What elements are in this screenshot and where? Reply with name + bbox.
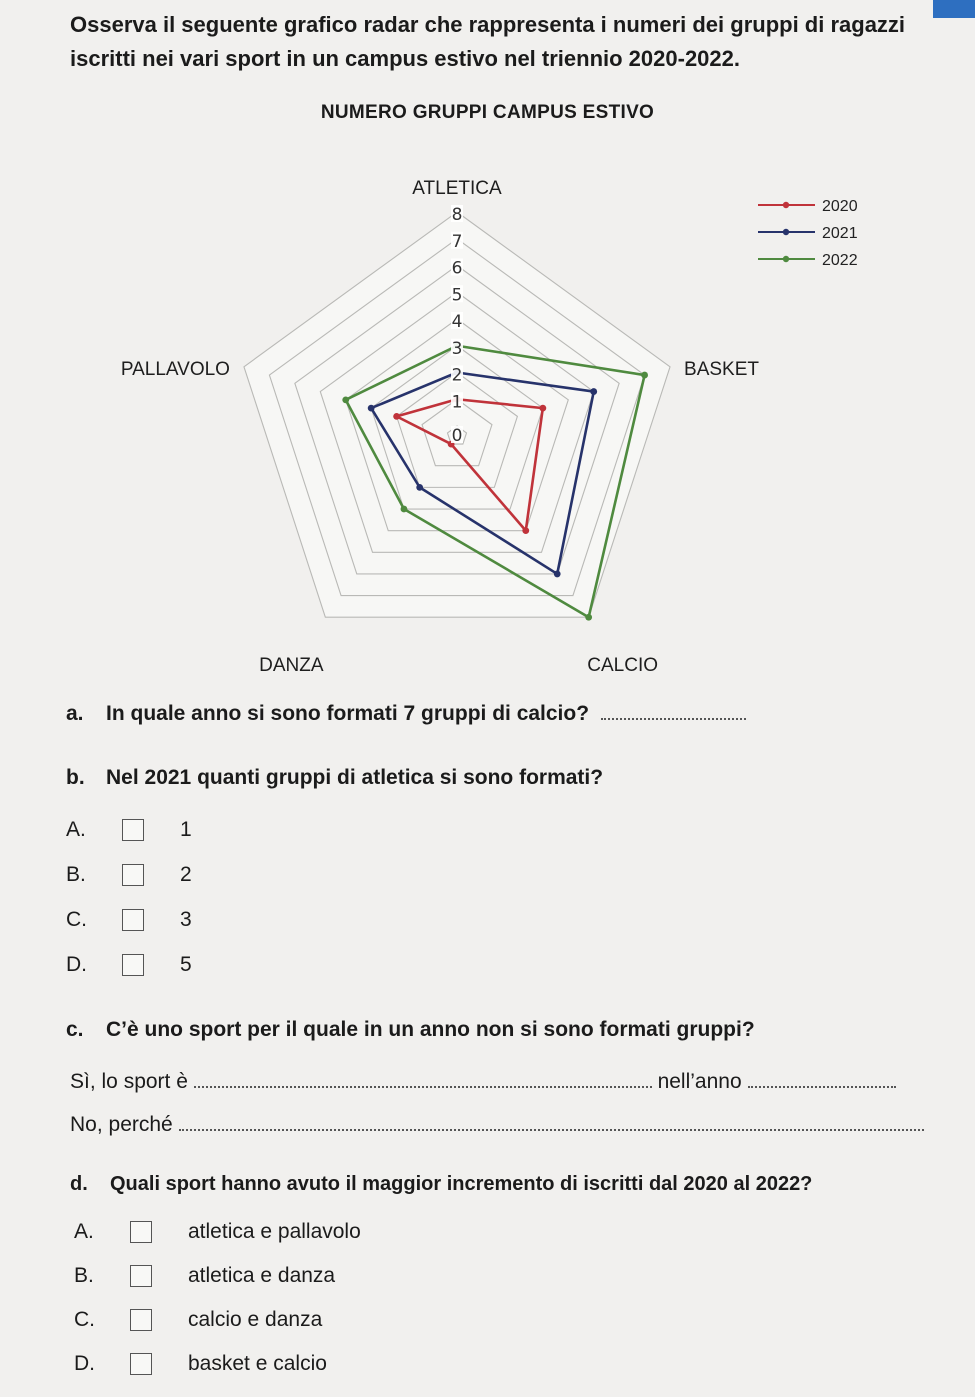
tick-label-1: 1	[451, 392, 463, 413]
question-b	[66, 766, 926, 790]
tick-label-6: 6	[451, 258, 463, 279]
option-d-c[interactable]	[74, 1308, 322, 1332]
option-d-d[interactable]	[74, 1352, 327, 1376]
checkbox[interactable]	[130, 1265, 152, 1287]
question-b-text: Nel 2021 quanti gruppi di atletica si sono formati?	[106, 766, 604, 789]
tick-label-8: 8	[451, 205, 463, 225]
option-d-a[interactable]	[74, 1220, 361, 1244]
series-2021-point-basket	[590, 388, 597, 395]
series-2020-point-calcio	[522, 527, 529, 534]
answer-a-blank[interactable]	[601, 700, 746, 720]
option-b-c[interactable]	[66, 908, 192, 932]
option-b-b[interactable]	[66, 863, 192, 887]
question-c	[66, 1018, 946, 1042]
category-label-atletica: ATLETICA	[412, 178, 502, 199]
checkbox[interactable]	[122, 864, 144, 886]
legend-marker-2021	[783, 229, 789, 235]
series-2022-point-pallavolo	[342, 396, 349, 403]
tick-label-0: 0	[451, 426, 463, 446]
option-letter: C.	[66, 908, 87, 931]
question-d	[70, 1173, 960, 1196]
answer-c-no-prefix: No, perché	[70, 1113, 173, 1136]
legend-label-2022: 2022	[822, 252, 858, 269]
series-2020-point-pallavolo	[393, 413, 400, 420]
answer-c-reason-blank[interactable]	[179, 1111, 924, 1131]
series-2021-point-pallavolo	[368, 405, 375, 412]
series-2021-point-danza	[416, 484, 423, 491]
series-2022-point-calcio	[585, 614, 592, 621]
checkbox[interactable]	[122, 909, 144, 931]
question-d-text: Quali sport hanno avuto il maggior incremento di iscritti dal 2020 al 2022?	[110, 1173, 813, 1195]
answer-c-yes-prefix: Sì, lo sport è	[70, 1070, 188, 1093]
option-letter: B.	[74, 1264, 94, 1287]
legend-marker-2022	[783, 256, 789, 262]
page-corner-tab	[933, 0, 975, 18]
option-text: 5	[180, 953, 192, 976]
checkbox[interactable]	[122, 954, 144, 976]
intro-text: Osserva il seguente grafico radar che rappresenta i numeri dei gruppi di ragazzi iscritti nei vari sport in un campus estivo nel triennio 2020-2022.	[70, 12, 906, 71]
tick-label-2: 2	[451, 365, 463, 386]
option-letter: C.	[74, 1308, 95, 1331]
option-text: atletica e danza	[188, 1264, 336, 1287]
option-letter: D.	[74, 1352, 95, 1375]
option-d-b[interactable]	[74, 1264, 335, 1288]
option-text: 2	[180, 863, 192, 886]
question-c-letter: c.	[66, 1018, 84, 1041]
question-a	[66, 700, 926, 726]
answer-c-no-line	[70, 1111, 950, 1137]
category-label-calcio: CALCIO	[587, 655, 659, 677]
answer-c-yes-line	[70, 1068, 950, 1094]
option-letter: B.	[66, 863, 86, 886]
checkbox[interactable]	[130, 1309, 152, 1331]
tick-label-5: 5	[451, 285, 463, 306]
option-letter: D.	[66, 953, 87, 976]
question-b-letter: b.	[66, 766, 85, 789]
legend-label-2020: 2020	[822, 198, 858, 215]
answer-c-sport-blank[interactable]	[194, 1068, 652, 1088]
question-c-text: C’è uno sport per il quale in un anno non si sono formati gruppi?	[106, 1018, 755, 1041]
radar-chart	[0, 140, 975, 700]
radar-legend	[758, 198, 858, 269]
legend-label-2021: 2021	[822, 225, 858, 242]
chart-title: NUMERO GRUPPI CAMPUS ESTIVO	[320, 102, 655, 123]
option-text: basket e calcio	[188, 1352, 327, 1375]
question-d-letter: d.	[70, 1173, 88, 1195]
option-text: 1	[180, 818, 192, 841]
checkbox[interactable]	[122, 819, 144, 841]
answer-c-yes-mid: nell’anno	[657, 1070, 742, 1093]
option-b-a[interactable]	[66, 818, 192, 842]
checkbox[interactable]	[130, 1353, 152, 1375]
category-label-basket: BASKET	[684, 358, 760, 380]
series-2022-point-danza	[401, 506, 408, 513]
option-b-d[interactable]	[66, 953, 192, 977]
category-label-danza: DANZA	[259, 655, 324, 677]
tick-label-4: 4	[451, 312, 463, 332]
series-2022-point-basket	[641, 372, 648, 379]
tick-label-7: 7	[451, 231, 463, 252]
option-letter: A.	[74, 1220, 94, 1243]
answer-c-year-blank[interactable]	[748, 1068, 896, 1088]
option-text: atletica e pallavolo	[188, 1220, 361, 1243]
tick-label-3: 3	[451, 338, 463, 359]
option-letter: A.	[66, 818, 86, 841]
series-2021-point-calcio	[554, 571, 561, 578]
legend-marker-2020	[783, 202, 789, 208]
question-a-text: In quale anno si sono formati 7 gruppi di calcio?	[106, 702, 590, 725]
option-text: calcio e danza	[188, 1308, 323, 1331]
category-label-pallavolo: PALLAVOLO	[120, 358, 230, 380]
question-a-letter: a.	[66, 702, 84, 725]
checkbox[interactable]	[130, 1221, 152, 1243]
series-2020-point-basket	[539, 405, 546, 412]
option-text: 3	[180, 908, 192, 931]
